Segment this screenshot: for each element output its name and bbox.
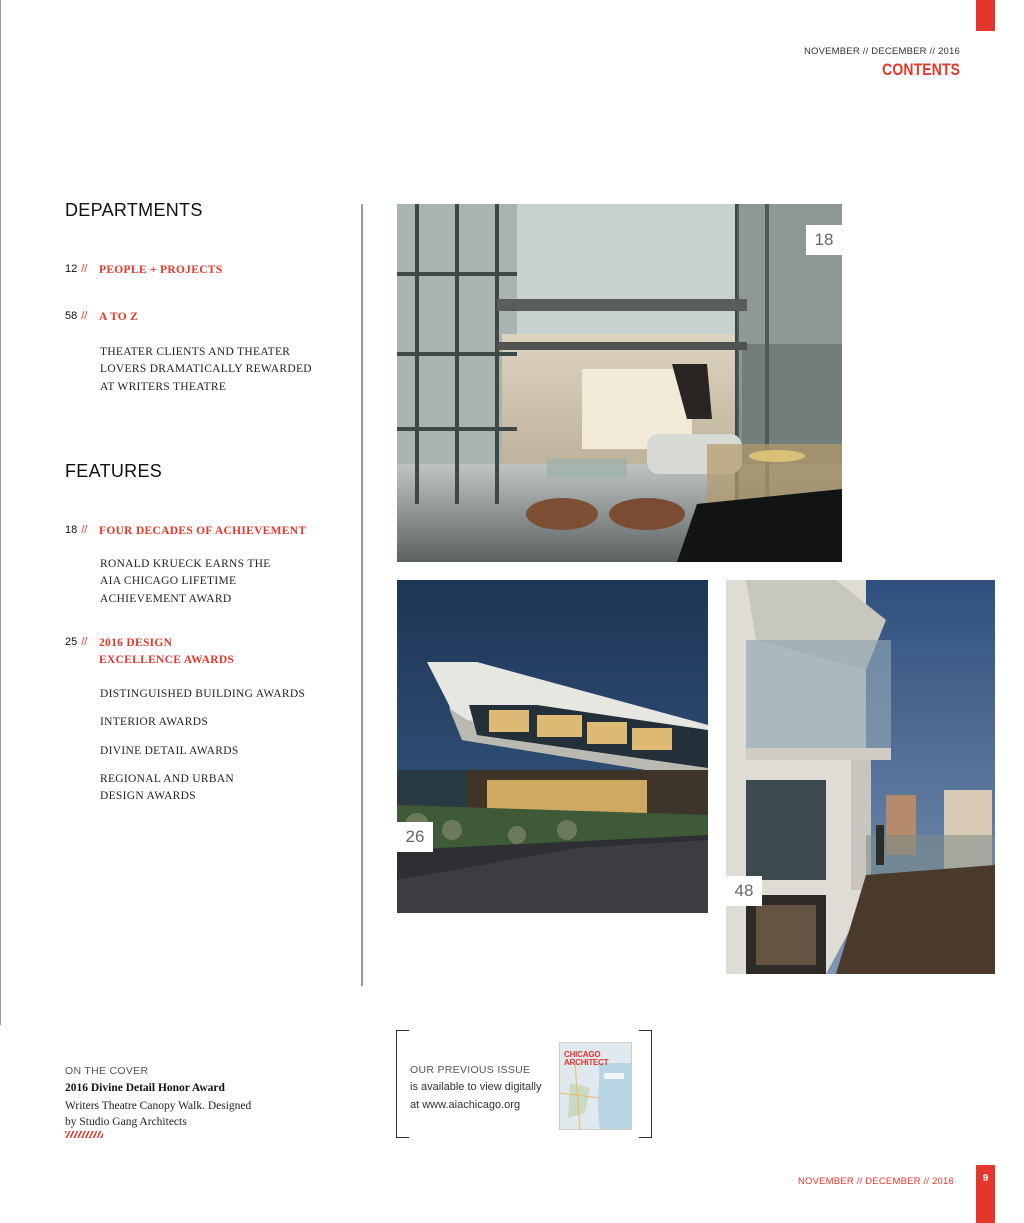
toc-link-design-excellence[interactable]: 2016 DESIGN EXCELLENCE AWARDS — [99, 637, 235, 666]
photo-writers-theatre-exterior[interactable] — [397, 580, 708, 913]
departments-heading: DEPARTMENTS — [65, 200, 203, 220]
features-heading: FEATURES — [65, 461, 163, 481]
entry-sub-distinguished: DISTINGUISHED BUILDING AWARDS — [100, 688, 306, 700]
red-hatch-mark — [65, 1131, 103, 1138]
page-number-badge: 48 — [726, 876, 762, 906]
previous-issue-thumbnail[interactable] — [559, 1042, 632, 1130]
previous-issue-url[interactable]: at www.aiachicago.org — [410, 1099, 521, 1111]
page-edge-line — [0, 0, 1, 1025]
entry-description: THEATER CLIENTS AND THEATER LOVERS DRAMATICALLY REWARDED AT WRITERS THEATRE — [100, 346, 312, 393]
photo-residential-balconies[interactable] — [726, 580, 995, 974]
previous-issue-text: is available to view digitally — [410, 1081, 542, 1093]
entry-description: RONALD KRUECK EARNS THE AIA CHICAGO LIFETIME ACHIEVEMENT AWARD — [100, 558, 271, 605]
footer-issue-date: NOVEMBER // DECEMBER // 2016 — [797, 1176, 954, 1187]
thumbnail-masthead: CHICAGO ARCHITECT — [564, 1050, 609, 1067]
entry-sub-interior: INTERIOR AWARDS — [100, 716, 209, 728]
right-bracket — [639, 1030, 652, 1138]
page-number: 9 — [982, 1173, 989, 1184]
entry-number: 12 // — [65, 263, 88, 275]
page-number-badge: 26 — [397, 822, 433, 852]
column-divider — [361, 204, 363, 986]
entry-sub-regional: REGIONAL AND URBAN DESIGN AWARDS — [100, 773, 235, 803]
issue-date: NOVEMBER // DECEMBER // 2016 — [803, 46, 960, 57]
previous-issue-label: OUR PREVIOUS ISSUE — [410, 1064, 531, 1076]
cover-title: 2016 Divine Detail Honor Award — [65, 1082, 225, 1094]
entry-sub-divine-detail: DIVINE DETAIL AWARDS — [100, 745, 239, 757]
page-number-badge: 18 — [806, 225, 842, 255]
toc-link-people-projects[interactable]: PEOPLE + PROJECTS — [99, 264, 223, 276]
photo-interior-loft[interactable] — [397, 204, 842, 562]
entry-number: 18 // — [65, 524, 88, 536]
left-bracket — [396, 1030, 409, 1138]
cover-label: ON THE COVER — [65, 1065, 149, 1077]
entry-number: 58 // — [65, 310, 88, 322]
toc-link-a-to-z[interactable]: A TO Z — [99, 311, 139, 323]
cover-description: Writers Theatre Canopy Walk. Designed by Studio Gang Architects — [65, 1100, 252, 1128]
top-red-tab — [976, 0, 995, 31]
toc-link-four-decades[interactable]: FOUR DECADES OF ACHIEVEMENT — [99, 525, 307, 537]
page-title: CONTENTS — [882, 60, 960, 79]
entry-number: 25 // — [65, 636, 88, 648]
